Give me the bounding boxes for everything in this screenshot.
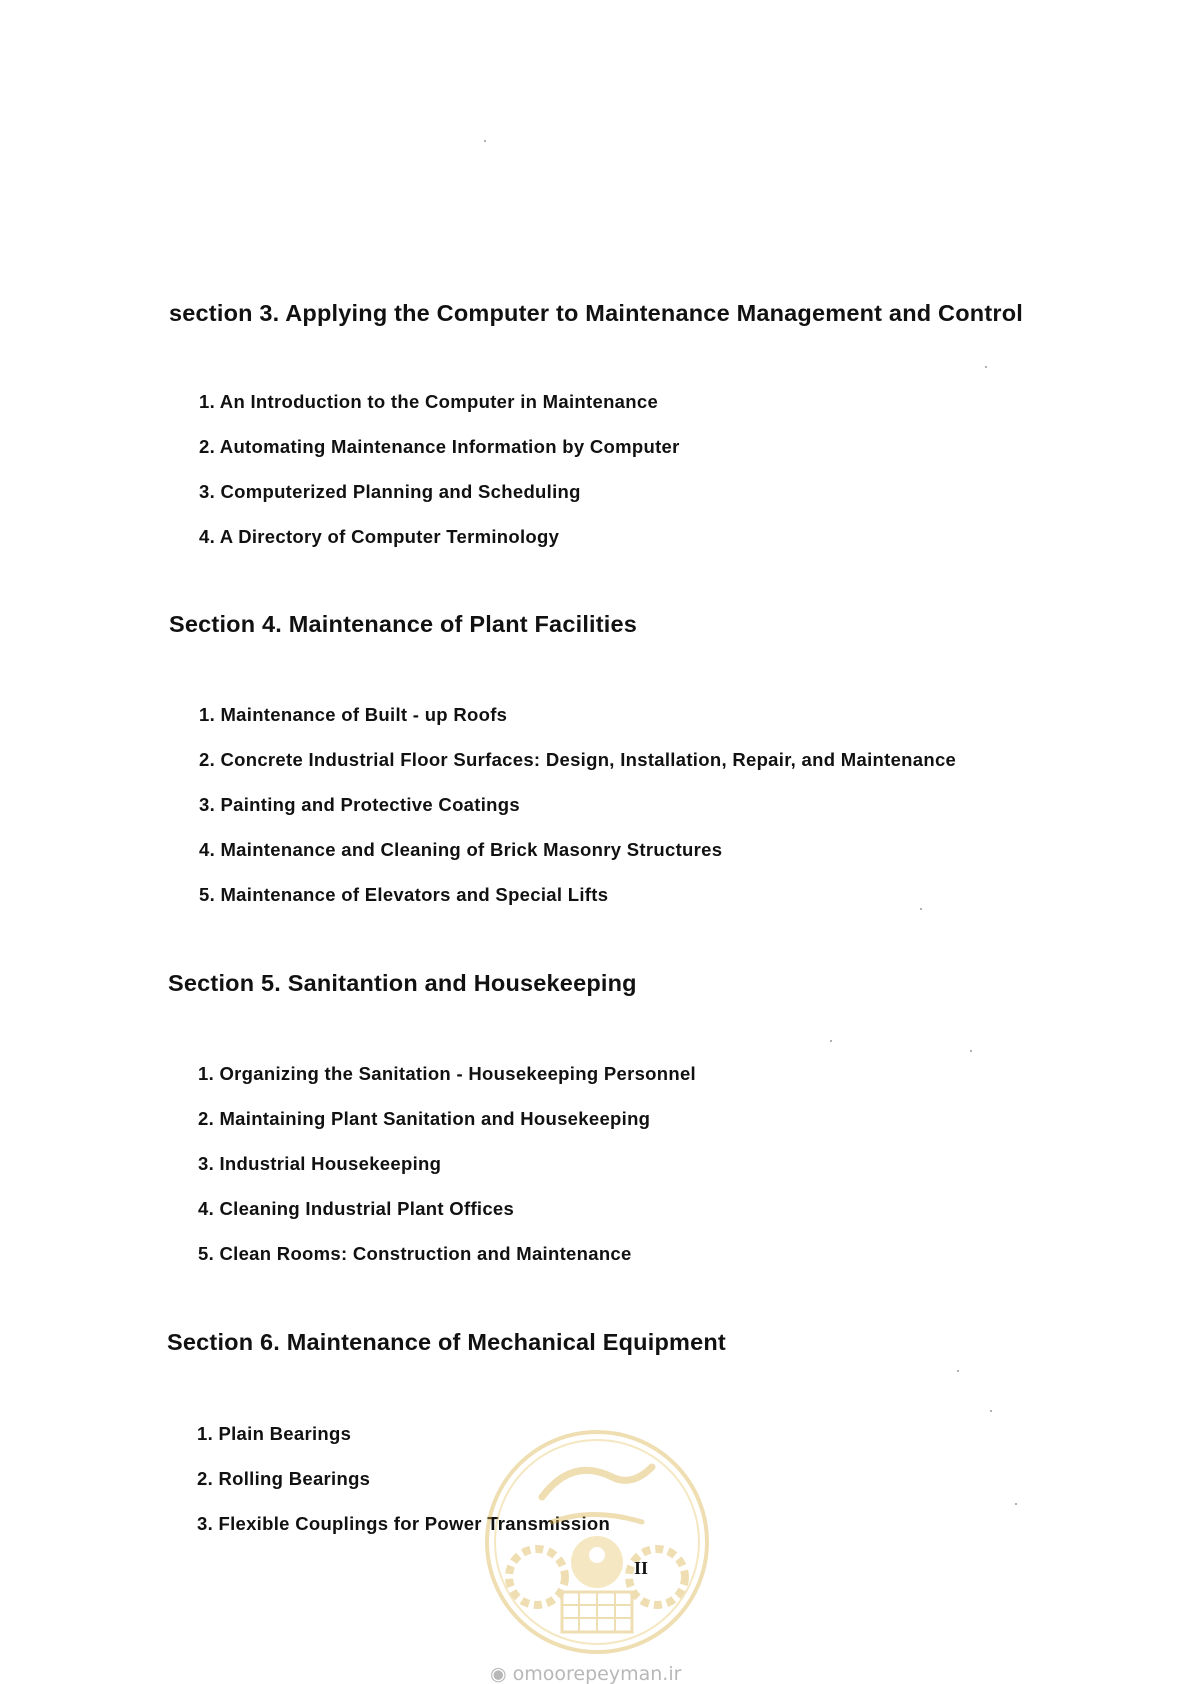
page-number: II bbox=[634, 1558, 649, 1578]
section-5-item-5: 5. Clean Rooms: Construction and Maintenance bbox=[198, 1243, 632, 1264]
section-5-item-1: 1. Organizing the Sanitation - Housekeeping Personnel bbox=[198, 1063, 697, 1084]
section-5-item-3: 3. Industrial Housekeeping bbox=[198, 1153, 442, 1174]
watermark-site-text: omoorepeyman.ir bbox=[512, 1663, 682, 1684]
scan-speck bbox=[970, 1050, 972, 1052]
section-3-item-4: 4. A Directory of Computer Terminology bbox=[199, 526, 560, 547]
section-3-item-1: 1. An Introduction to the Computer in Maintenance bbox=[199, 391, 659, 412]
section-4-item-1: 1. Maintenance of Built - up Roofs bbox=[199, 704, 508, 725]
section-4-item-5: 5. Maintenance of Elevators and Special Lifts bbox=[199, 884, 609, 905]
globe-icon: ◉ bbox=[490, 1663, 507, 1684]
section-3-item-2: 2. Automating Maintenance Information by Computer bbox=[199, 436, 680, 457]
scan-speck bbox=[957, 1370, 959, 1372]
section-6-title: Section 6. Maintenance of Mechanical Equipment bbox=[167, 1329, 726, 1355]
section-3-title: section 3. Applying the Computer to Maintenance Management and Control bbox=[169, 300, 1023, 326]
scan-speck bbox=[990, 1410, 992, 1412]
section-4-item-3: 3. Painting and Protective Coatings bbox=[199, 794, 520, 815]
section-6-item-2: 2. Rolling Bearings bbox=[197, 1468, 371, 1489]
section-5-item-4: 4. Cleaning Industrial Plant Offices bbox=[198, 1198, 515, 1219]
section-4-item-4: 4. Maintenance and Cleaning of Brick Masonry Structures bbox=[199, 839, 723, 860]
section-3-item-3: 3. Computerized Planning and Scheduling bbox=[199, 481, 581, 502]
scan-speck bbox=[1015, 1503, 1017, 1505]
section-5-item-2: 2. Maintaining Plant Sanitation and Housekeeping bbox=[198, 1108, 651, 1129]
section-4-item-2: 2. Concrete Industrial Floor Surfaces: Design, Installation, Repair, and Maintenance bbox=[199, 749, 957, 770]
omoorepeyman-seal-icon bbox=[482, 1427, 712, 1657]
section-4-title: Section 4. Maintenance of Plant Facilities bbox=[169, 611, 638, 637]
scan-speck bbox=[830, 1040, 832, 1042]
scan-speck bbox=[920, 908, 922, 910]
section-6-item-1: 1. Plain Bearings bbox=[197, 1423, 352, 1444]
section-5-title: Section 5. Sanitantion and Housekeeping bbox=[168, 970, 637, 996]
scan-speck bbox=[985, 366, 987, 368]
section-6-item-3: 3. Flexible Couplings for Power Transmission bbox=[197, 1513, 611, 1534]
watermark-site-credit bbox=[490, 1663, 681, 1684]
scan-speck bbox=[484, 140, 486, 142]
